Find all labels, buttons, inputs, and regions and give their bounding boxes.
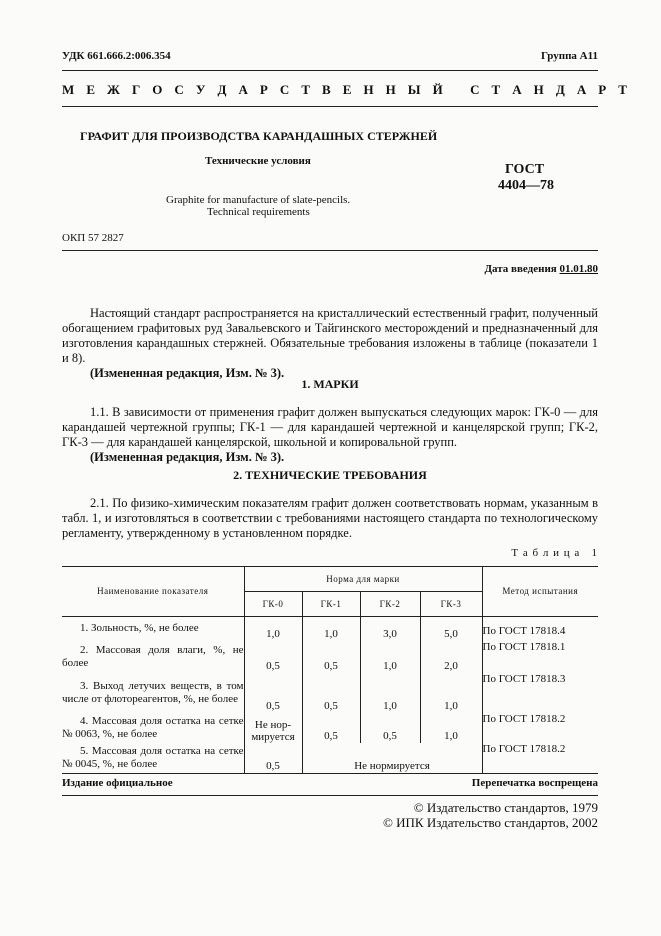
- group-code: Группа А11: [540, 50, 598, 62]
- row-2-method: По ГОСТ 17818.1: [482, 641, 598, 673]
- row-5-merged: Не нормируется: [302, 743, 482, 774]
- row-1-name: 1. Зольность, %, не более: [80, 622, 199, 635]
- row-4-gk3: 1,0: [420, 713, 482, 743]
- gost-label: ГОСТ: [505, 162, 545, 177]
- row-3-gk1: 0,5: [302, 673, 360, 713]
- document-title: ГРАФИТ ДЛЯ ПРОИЗВОДСТВА КАРАНДАШНЫХ СТЕРЖНЕЙ: [80, 129, 438, 143]
- row-5-name: 5. Массовая доля остатка на сетке № 0045, %, не более: [62, 744, 244, 770]
- document-subtitle: Технические условия: [205, 155, 311, 167]
- okp-rule: [62, 250, 598, 251]
- official-edition: Издание официальное: [62, 777, 173, 789]
- row-1-gk0: 1,0: [244, 617, 302, 641]
- section-2-text: 2.1. По физико-химическим показателям графит должен соответствовать нормам, указанным в табл. 1, и изготовляться в соответствии с требованиями настоящего стандарта по технологическому регламенту, утвержденному в установленном порядке.: [62, 496, 598, 540]
- row-5-method: По ГОСТ 17818.2: [482, 743, 598, 774]
- udk-code: УДК 661.666.2:006.354: [62, 50, 171, 62]
- row-2-gk3: 2,0: [420, 641, 482, 673]
- table-row: [62, 673, 598, 713]
- header-grade-gk2: ГК-2: [360, 592, 420, 617]
- table-row: [62, 641, 598, 673]
- row-1-gk1: 1,0: [302, 617, 360, 641]
- reprint-prohibited: Перепечатка воспрещена: [471, 777, 598, 789]
- intro-paragraph: [62, 306, 598, 381]
- section-1-text: 1.1. В зависимости от применения графит должен выпускаться следующих марок: ГК-0 — для карандашей чертежной группы; ГК-1 — для карандашей чертежной и канцелярской групп; ГК-2, ГК-3 — для карандашей канцелярской, школьной и копировальной групп.: [62, 405, 598, 449]
- okp-code: ОКП 57 2827: [62, 232, 124, 244]
- row-5-gk0: 0,5: [244, 743, 302, 774]
- english-subtitle: Technical requirements: [207, 206, 310, 218]
- row-3-name: 3. Выход летучих веществ, в том числе от флотореагентов, %, не более: [62, 679, 244, 705]
- section-1-paragraph: [62, 405, 598, 465]
- section-1-heading: 1. МАРКИ: [301, 377, 359, 391]
- row-3-gk2: 1,0: [360, 673, 420, 713]
- header-indicator-name: Наименование показателя: [62, 567, 244, 617]
- header-grade-gk0: ГК-0: [244, 592, 302, 617]
- english-title: Graphite for manufacture of slate-pencils.: [166, 194, 351, 206]
- standard-banner: М Е Ж Г О С У Д А Р С Т В Е Н Н Ы Й С Т А Н Д А Р Т: [62, 82, 632, 97]
- section-2-heading: 2. ТЕХНИЧЕСКИЕ ТРЕБОВАНИЯ: [233, 468, 427, 482]
- row-4-gk1: 0,5: [302, 713, 360, 743]
- section-2-paragraph: [62, 496, 598, 541]
- header-test-method: Метод испытания: [482, 567, 598, 617]
- row-1-gk3: 5,0: [420, 617, 482, 641]
- intro-date-label: Дата введения: [484, 263, 557, 275]
- row-4-name: 4. Массовая доля остатка на сетке № 0063, %, не более: [62, 714, 244, 740]
- row-2-gk1: 0,5: [302, 641, 360, 673]
- table-row: [62, 617, 598, 641]
- table-row: [62, 713, 598, 743]
- intro-date: [484, 263, 598, 275]
- intro-amendment-note: (Измененная редакция, Изм. № 3).: [90, 366, 285, 380]
- table-1: [62, 566, 598, 774]
- banner-rule: [62, 106, 598, 107]
- row-3-gk0: 0,5: [244, 673, 302, 713]
- row-1-method: По ГОСТ 17818.4: [482, 617, 598, 641]
- intro-text: Настоящий стандарт распространяется на кристаллический естественный графит, полученный обогащением графитовых руд Завальевского и Тайгинского месторождений и предназначенный для изготовления карандашных стержней. Обязательные требования изложены в таблице (показатели 1 и 8).: [62, 306, 598, 365]
- row-2-name: 2. Массовая доля влаги, %, не более: [62, 643, 244, 669]
- row-1-gk2: 3,0: [360, 617, 420, 641]
- header-grade-gk1: ГК-1: [302, 592, 360, 617]
- intro-date-value: 01.01.80: [559, 263, 598, 275]
- copyright-1979: © Издательство стандартов, 1979: [413, 800, 598, 815]
- gost-number: 4404—78: [498, 178, 554, 193]
- copyright-2002: © ИПК Издательство стандартов, 2002: [383, 815, 598, 830]
- section-1-amendment-note: (Измененная редакция, Изм. № 3).: [90, 450, 285, 464]
- table-caption: Т а б л и ц а 1: [511, 547, 598, 559]
- row-3-gk3: 1,0: [420, 673, 482, 713]
- row-4-gk2: 0,5: [360, 713, 420, 743]
- row-4-method: По ГОСТ 17818.2: [482, 713, 598, 743]
- row-4-gk0: Не нор- мируется: [244, 713, 302, 743]
- top-rule: [62, 70, 598, 71]
- row-2-gk2: 1,0: [360, 641, 420, 673]
- header-norm: Норма для марки: [244, 567, 482, 592]
- table-row: [62, 743, 598, 774]
- footer-rule: [62, 795, 598, 796]
- row-2-gk0: 0,5: [244, 641, 302, 673]
- row-3-method: По ГОСТ 17818.3: [482, 673, 598, 713]
- header-grade-gk3: ГК-3: [420, 592, 482, 617]
